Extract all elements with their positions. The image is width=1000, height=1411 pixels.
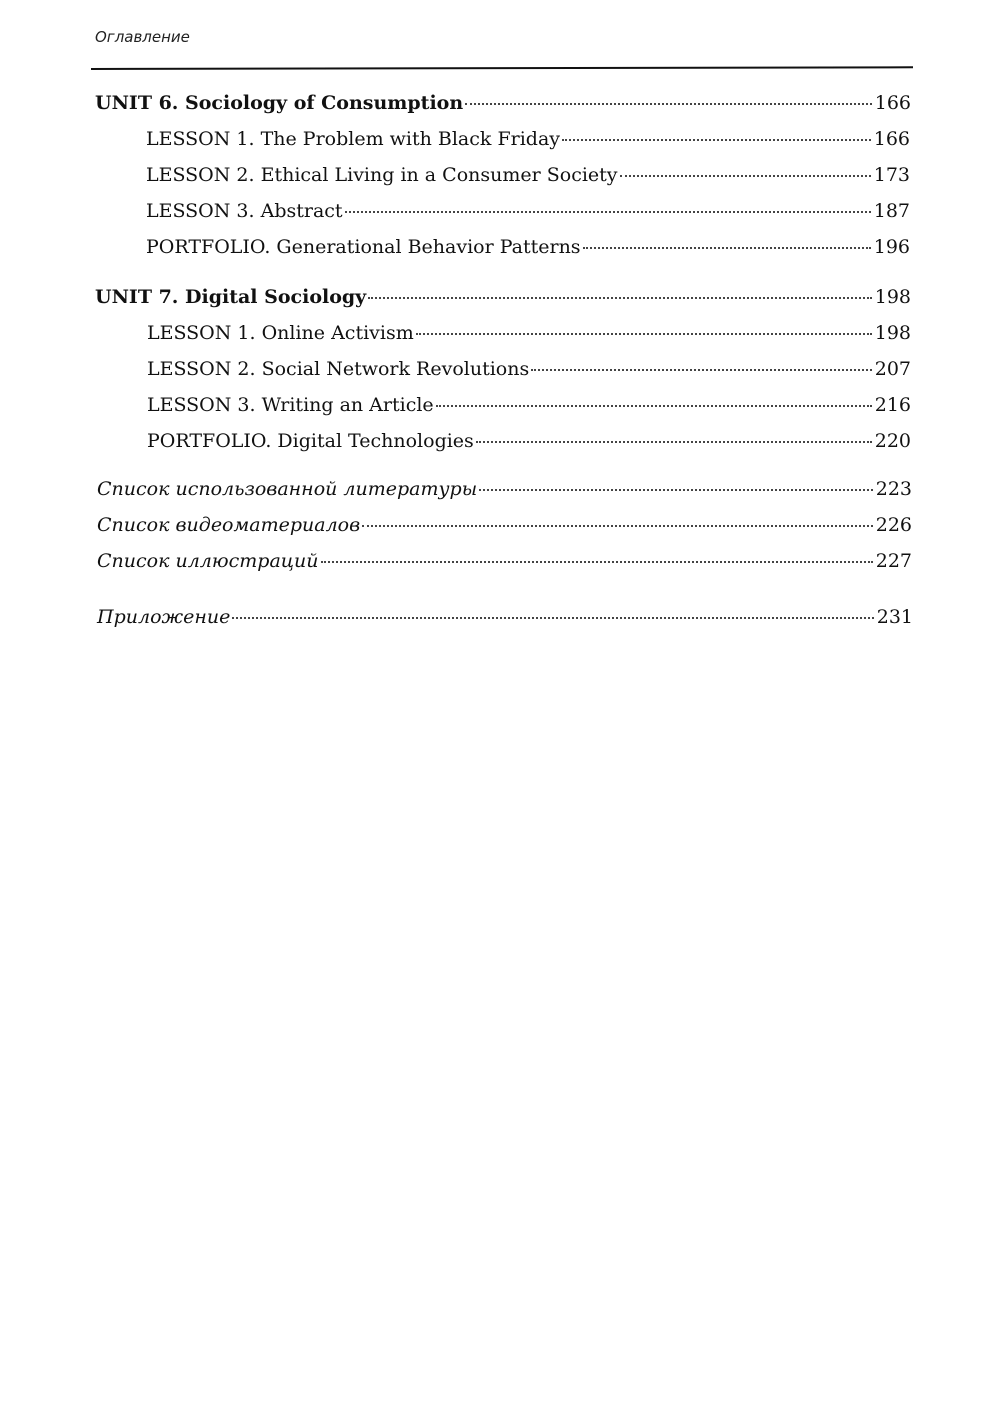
dot-leader bbox=[479, 489, 873, 491]
toc-entry-page: 198 bbox=[874, 286, 911, 308]
toc-entry-illustrations[interactable] bbox=[97, 548, 912, 574]
toc-entry-page: 226 bbox=[875, 514, 912, 536]
toc-entry-page: 196 bbox=[873, 236, 910, 258]
toc-entry-page: 223 bbox=[875, 478, 912, 500]
toc-entry-page: 216 bbox=[874, 394, 911, 416]
toc-entry-unit-6-lesson-3[interactable] bbox=[146, 198, 910, 224]
toc-entry-unit-6-lesson-2[interactable] bbox=[146, 162, 910, 188]
dot-leader bbox=[416, 333, 872, 335]
toc-entry-page: 173 bbox=[873, 164, 910, 186]
toc-entry-unit-7-lesson-3[interactable] bbox=[147, 392, 911, 418]
toc-entry-page: 198 bbox=[874, 322, 911, 344]
toc-entry-unit-7[interactable] bbox=[95, 284, 911, 310]
toc-entry-page: 231 bbox=[876, 606, 913, 628]
toc-entry-title: LESSON 3. Writing an Article bbox=[147, 394, 434, 416]
dot-leader bbox=[232, 617, 873, 619]
toc-entry-unit-7-portfolio[interactable] bbox=[147, 428, 911, 454]
toc-entry-unit-7-lesson-2[interactable] bbox=[147, 356, 911, 382]
dot-leader bbox=[345, 211, 871, 213]
toc-entry-title: UNIT 6. Sociology of Consumption bbox=[95, 92, 464, 114]
dot-leader bbox=[476, 441, 872, 443]
dot-leader bbox=[362, 525, 873, 527]
toc-entry-title: Список использованной литературы bbox=[97, 478, 478, 500]
toc-entry-title: UNIT 7. Digital Sociology bbox=[95, 286, 367, 308]
dot-leader bbox=[321, 561, 873, 563]
toc-entry-unit-6-portfolio[interactable] bbox=[146, 234, 910, 260]
dot-leader bbox=[436, 405, 872, 407]
dot-leader bbox=[620, 175, 871, 177]
toc-entry-unit-7-lesson-1[interactable] bbox=[147, 320, 911, 346]
running-head: Оглавление bbox=[95, 28, 190, 46]
dot-leader bbox=[583, 247, 871, 249]
toc-entry-page: 166 bbox=[873, 128, 910, 150]
dot-leader bbox=[465, 103, 872, 105]
toc-entry-title: Список иллюстраций bbox=[97, 550, 319, 572]
toc-entry-unit-6[interactable] bbox=[95, 90, 911, 116]
toc-entry-title: LESSON 2. Social Network Revolutions bbox=[147, 358, 530, 380]
toc-entry-title: PORTFOLIO. Digital Technologies bbox=[147, 430, 474, 452]
toc-entry-title: LESSON 1. Online Activism bbox=[147, 322, 414, 344]
dot-leader bbox=[531, 369, 872, 371]
toc-entry-title: Список видеоматериалов bbox=[97, 514, 361, 536]
toc-entry-page: 207 bbox=[874, 358, 911, 380]
toc-entry-page: 227 bbox=[875, 550, 912, 572]
dot-leader bbox=[368, 297, 872, 299]
toc-entry-unit-6-lesson-1[interactable] bbox=[146, 126, 910, 152]
toc-entry-title: Приложение bbox=[97, 606, 231, 628]
toc-entry-title: LESSON 2. Ethical Living in a Consumer Society bbox=[146, 164, 618, 186]
toc-entry-appendix[interactable] bbox=[97, 604, 913, 630]
toc-entry-title: PORTFOLIO. Generational Behavior Patterns bbox=[146, 236, 581, 258]
toc-entry-page: 187 bbox=[873, 200, 910, 222]
dot-leader bbox=[562, 139, 871, 141]
toc-entry-video-list[interactable] bbox=[97, 512, 912, 538]
toc-entry-title: LESSON 1. The Problem with Black Friday bbox=[146, 128, 561, 150]
toc-entry-title: LESSON 3. Abstract bbox=[146, 200, 343, 222]
toc-entry-references[interactable] bbox=[97, 476, 912, 502]
toc-entry-page: 166 bbox=[874, 92, 911, 114]
toc-entry-page: 220 bbox=[874, 430, 911, 452]
